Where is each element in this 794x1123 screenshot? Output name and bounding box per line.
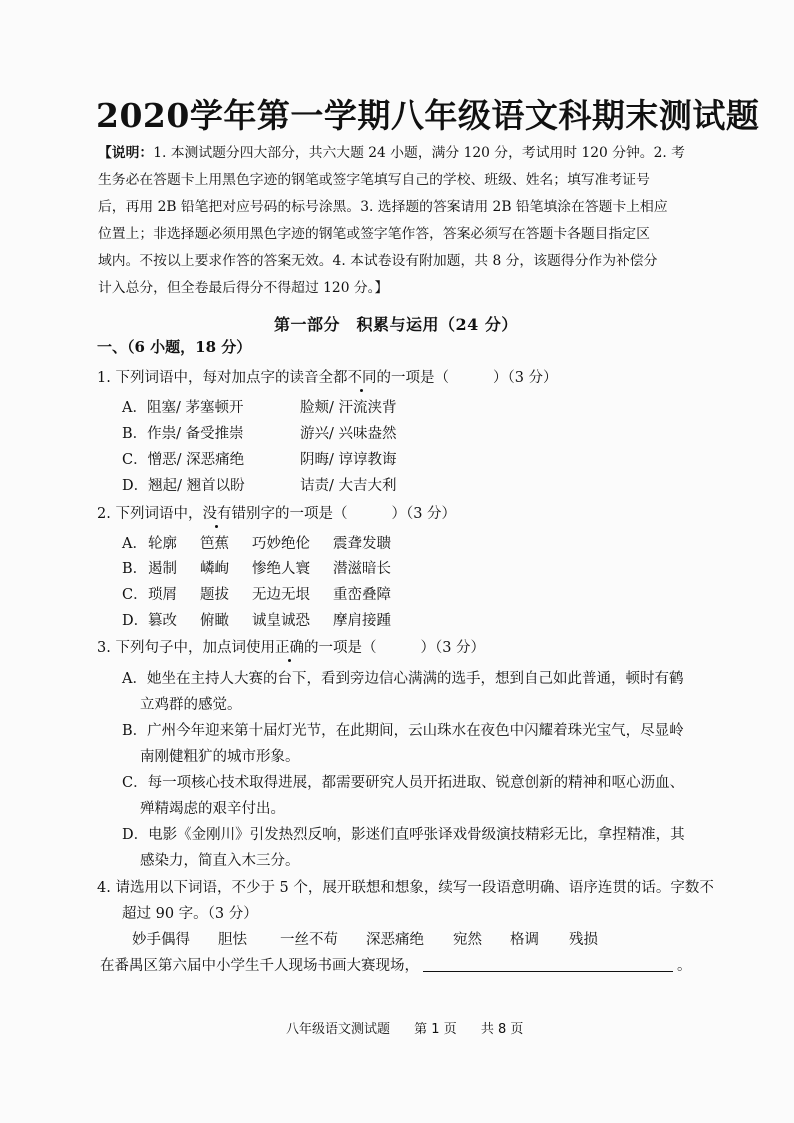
q1-option-b-right: 游兴/ 兴味盎然	[300, 426, 397, 442]
q2-c-word-2: 题拔	[200, 587, 229, 603]
q4-word-6: 格调	[510, 932, 539, 948]
q1-option-a-right: 脸颊/ 汗流浃背	[300, 400, 397, 416]
q3-option-b-line-2: 南刚健粗犷的城市形象。	[140, 749, 300, 765]
q1-option-b: B．作祟/ 备受推崇	[122, 426, 244, 442]
footer-exam-name: 八年级语文测试题	[286, 1022, 391, 1037]
q1-option-a: A．阻塞/ 茅塞顿开	[122, 400, 244, 416]
q2-c-word-3: 无边无垠	[252, 587, 310, 603]
q2-option-d-label: D．	[122, 613, 149, 629]
emphasis-dots: 不同	[347, 370, 377, 386]
emphasis-dots: 正确	[274, 640, 304, 656]
q3-option-c-line-1: C．每一项核心技术取得进展，都需要研究人员开拓进取、锐意创新的精神和呕心沥血、	[122, 775, 685, 791]
q2-option-a-label: A．	[122, 536, 147, 552]
q2-b-word-3: 惨绝人寰	[252, 561, 310, 577]
q2-d-word-4: 摩肩接踵	[333, 613, 391, 629]
q4-prompt-line: 在番禺区第六届中小学生千人现场书画大赛现场， 。	[100, 958, 692, 974]
instruction-lead: 【说明：	[98, 145, 154, 161]
q2-a-word-1: 轮廓	[148, 536, 177, 552]
q4-word-5: 宛然	[453, 932, 482, 948]
instruction-line-6: 计入总分，但全卷最后得分不得超过 120 分。】	[98, 280, 389, 296]
exam-title: 2020学年第一学期八年级语文科期末测试题	[96, 96, 760, 135]
q3-option-a-line-2: 立鸡群的感觉。	[140, 697, 242, 713]
question-2-stem: 2. 下列词语中，没有错别字的一项是（ ）（3 分）	[97, 506, 457, 522]
q3-option-b-line-1: B．广州今年迎来第十届灯光节，在此期间，云山珠水在夜色中闪耀着珠光宝气，尽显岭	[122, 723, 684, 739]
part-1-title: 第一部分 积累与运用（24 分）	[274, 315, 518, 334]
q1-option-d: D．翘起/ 翘首以盼	[122, 478, 245, 494]
q4-word-2: 胆怯	[218, 932, 247, 948]
q2-a-word-3: 巧妙绝伦	[252, 536, 310, 552]
q4-prompt: 在番禺区第六届中小学生千人现场书画大赛现场，	[100, 958, 419, 974]
instructions	[98, 140, 718, 302]
emphasis-dots: 没有	[202, 506, 232, 522]
question-4-stem-line-2: 超过 90 字。（3 分）	[122, 906, 258, 922]
q2-d-word-3: 诚皇诚恐	[252, 613, 310, 629]
instruction-line-2: 生务必在答题卡上用黑色字迹的钢笔或签字笔填写自己的学校、班级、姓名；填写准考证号	[98, 172, 650, 188]
q2-option-b-label: B．	[122, 561, 148, 577]
instruction-line-5: 域内。不按以上要求作答的答案无效。4. 本试卷设有附加题，共 8 分，该题得分作为补偿分	[98, 253, 658, 269]
q2-d-word-2: 俯瞰	[200, 613, 229, 629]
instruction-line-4: 位置上；非选择题必须用黑色字迹的钢笔或签字笔作答，答案必须写在答题卡各题目指定区	[98, 226, 650, 242]
q3-option-a-line-1: A．她坐在主持人大赛的台下，看到旁边信心满满的选手，想到自己如此普通，顿时有鹤	[122, 671, 684, 687]
instruction-line-3: 后，再用 2B 铅笔把对应号码的标号涂黑。3. 选择题的答案请用 2B 铅笔填涂在答题卡上相应	[98, 199, 668, 215]
q3-option-d-line-1: D．电影《金刚川》引发热烈反响，影迷们直呼张译戏骨级演技精彩无比，拿捏精准，其	[122, 827, 685, 843]
section-1-title: 一、（6 小题，18 分）	[97, 338, 252, 356]
q4-word-4: 深恶痛绝	[366, 932, 424, 948]
q4-word-7: 残损	[569, 932, 598, 948]
answer-blank[interactable]	[423, 957, 673, 972]
q2-d-word-1: 篡改	[148, 613, 177, 629]
q3-option-c-line-2: 殚精竭虑的艰辛付出。	[140, 801, 285, 817]
q3-option-d-line-2: 感染力，简直入木三分。	[140, 853, 300, 869]
footer-total-pages: 共 8 页	[480, 1022, 524, 1037]
footer-page-number: 第 1 页	[414, 1022, 457, 1037]
question-1-stem: 1. 下列词语中，每对加点字的读音全都不同的一项是（ ）（3 分）	[97, 370, 558, 386]
q1-option-c-right: 阴晦/ 谆谆教诲	[300, 452, 397, 468]
q4-word-3: 一丝不苟	[280, 932, 338, 948]
q2-b-word-2: 嶙峋	[200, 561, 229, 577]
q1-option-d-right: 诘责/ 大吉大利	[300, 478, 397, 494]
q2-option-c-label: C．	[122, 587, 148, 603]
question-4-stem-line-1: 4. 请选用以下词语，不少于 5 个，展开联想和想象，续写一段语意明确、语序连贯的话。字数不	[97, 880, 714, 896]
q2-c-word-1: 琐屑	[148, 587, 177, 603]
q2-b-word-1: 遏制	[148, 561, 177, 577]
q2-c-word-4: 重峦叠障	[333, 587, 391, 603]
q2-a-word-4: 震聋发聩	[333, 536, 391, 552]
q4-word-1: 妙手偶得	[132, 932, 190, 948]
q1-option-c: C．憎恶/ 深恶痛绝	[122, 452, 245, 468]
question-3-stem: 3. 下列句子中，加点词使用正确的一项是（ ）（3 分）	[97, 640, 486, 656]
instruction-line-1: 【说明：1. 本测试题分四大部分，共六大题 24 小题，满分 120 分，考试用时 120 分钟。2. 考	[98, 145, 685, 161]
page-footer	[286, 1018, 543, 1037]
q2-a-word-2: 笆蕉	[200, 536, 229, 552]
q2-b-word-4: 潜滋暗长	[333, 561, 391, 577]
